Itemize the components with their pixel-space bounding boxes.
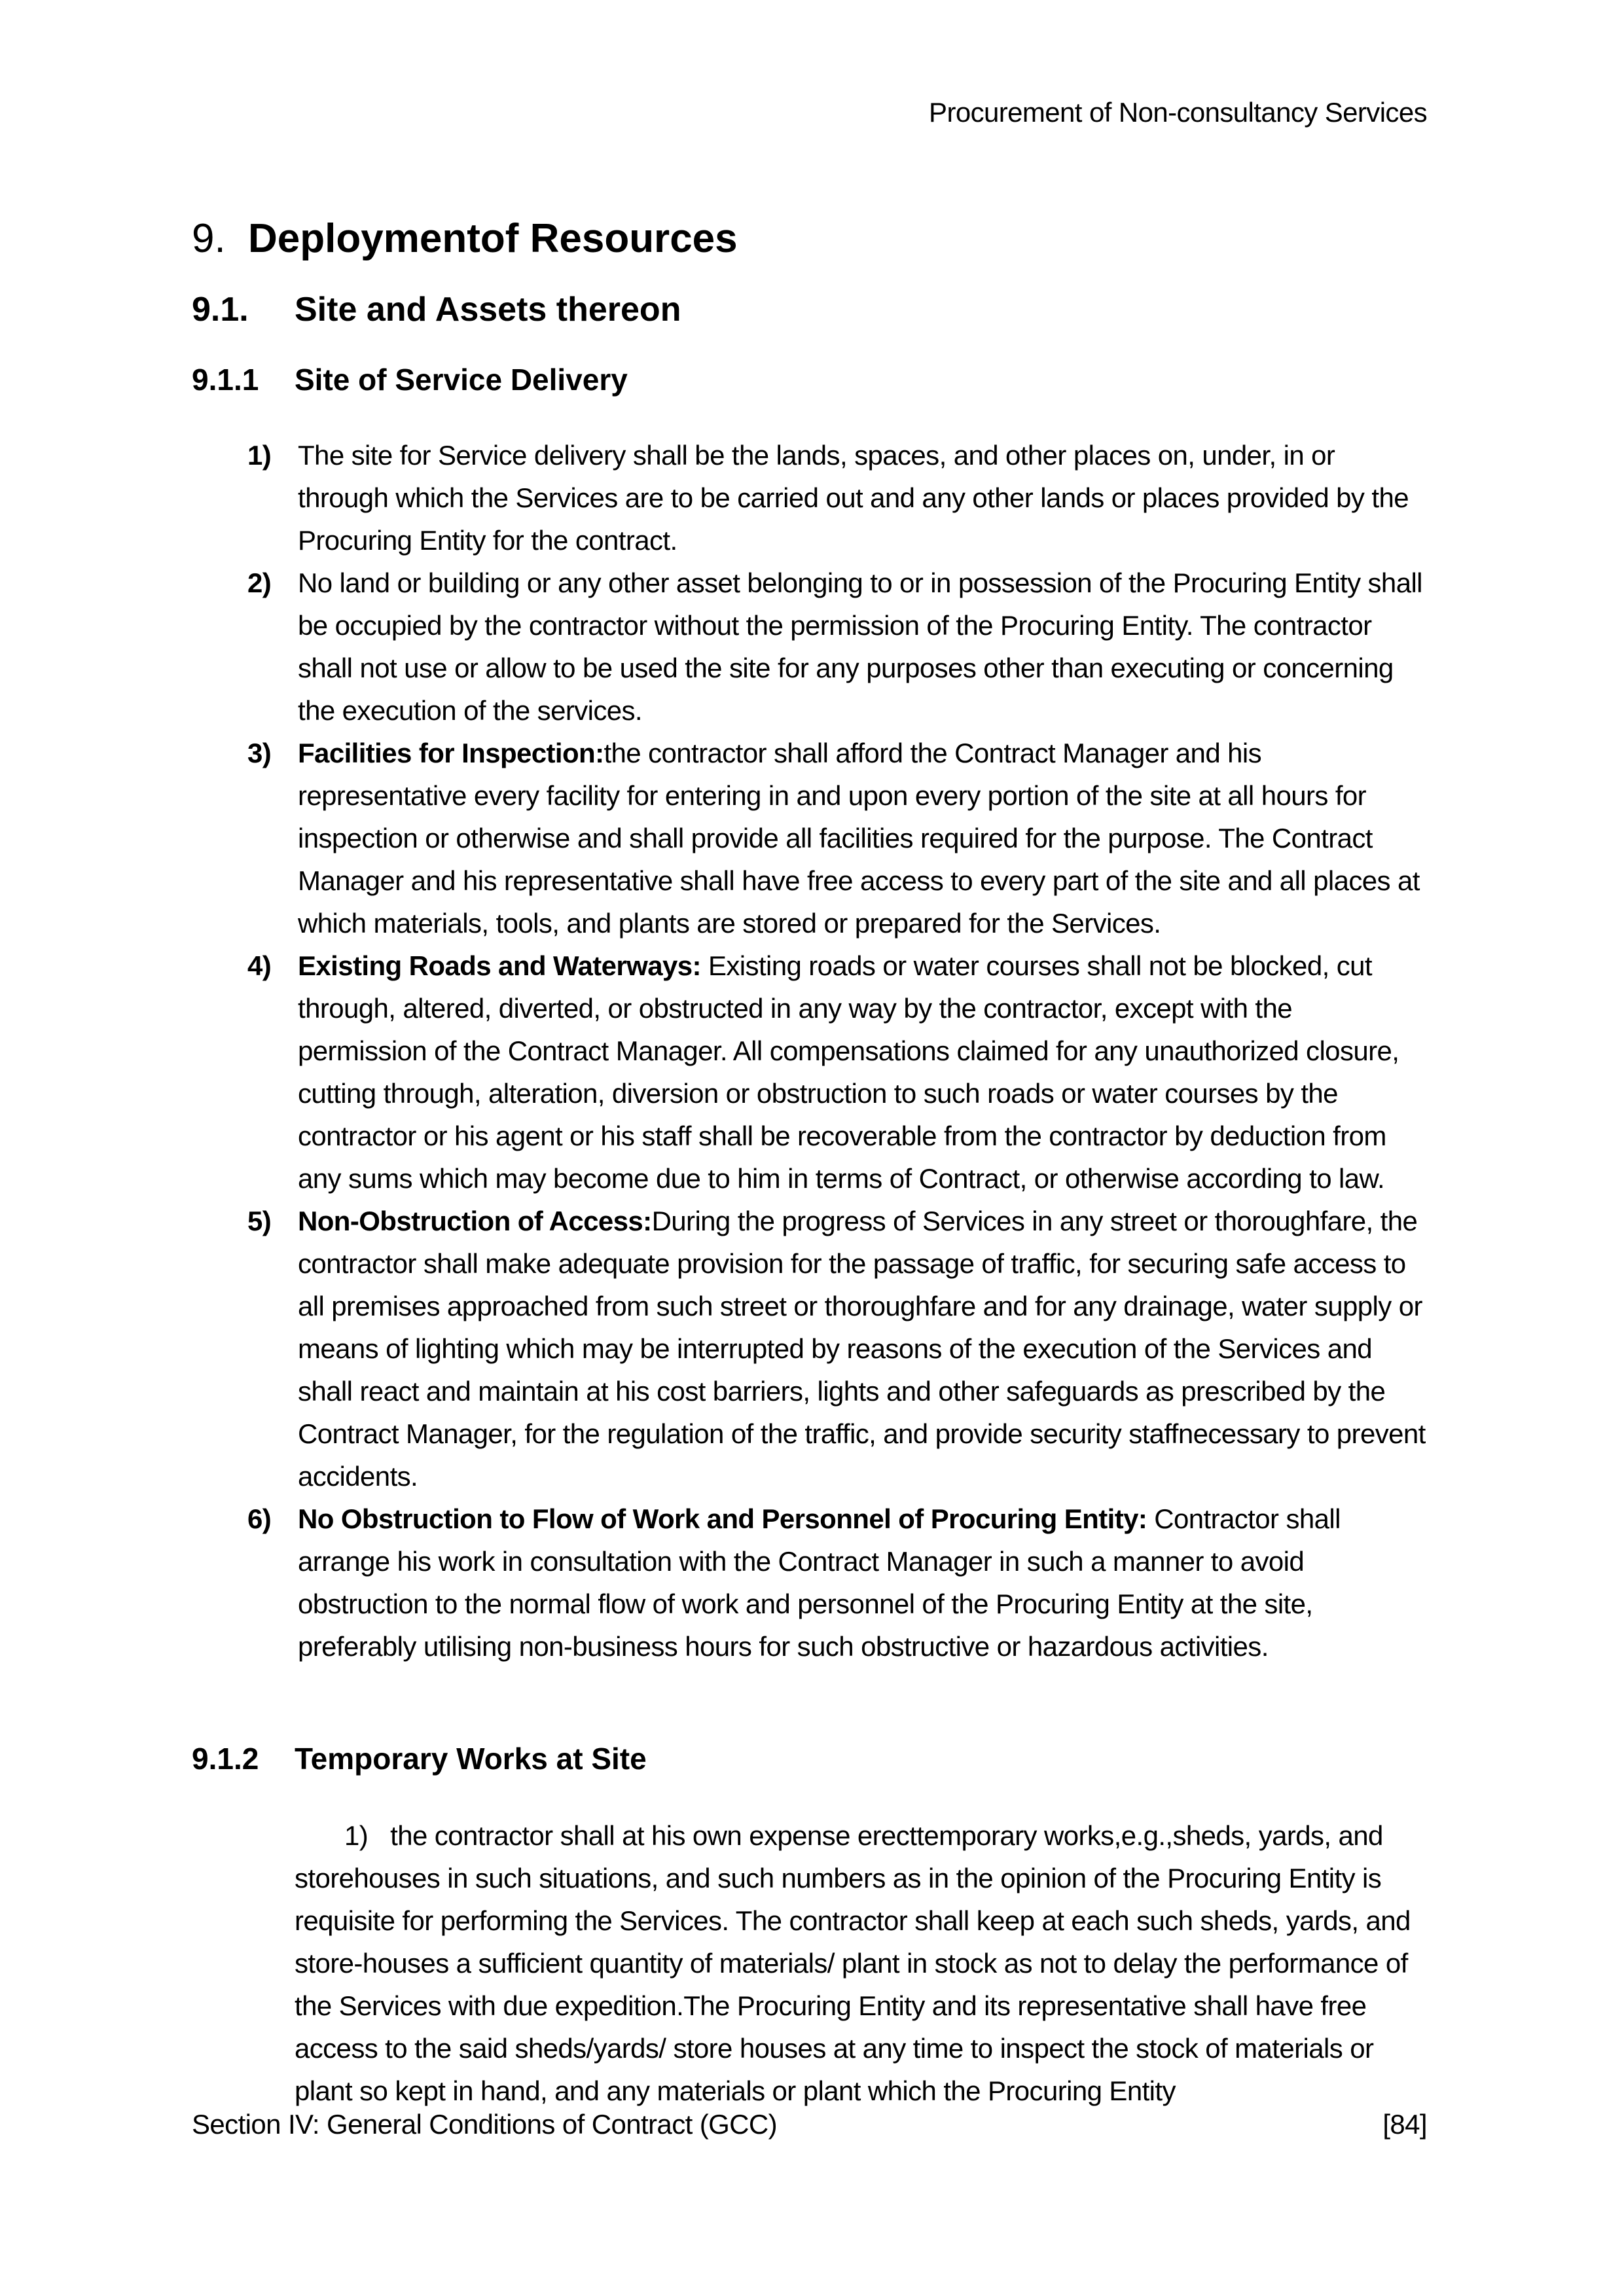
list-item-text xyxy=(298,1498,1427,1668)
section-title: Temporary Works at Site xyxy=(295,1742,647,1776)
list-item-text xyxy=(298,562,1427,732)
list-item-number: 4) xyxy=(247,950,272,981)
list-item-text xyxy=(298,434,1427,562)
list-item-number: 5) xyxy=(247,1206,272,1236)
section-title: Deploymentof Resources xyxy=(248,216,738,261)
list-item-number: 6) xyxy=(247,1503,272,1534)
section-number: 9. xyxy=(192,216,226,261)
list-item-number: 1) xyxy=(247,440,272,471)
list-item-bold-lead: Facilities for Inspection: xyxy=(298,738,604,768)
list-item xyxy=(247,944,1427,1200)
page-footer xyxy=(192,2109,1427,2140)
section-heading-9-1-1 xyxy=(192,362,628,397)
section-heading-9-1 xyxy=(192,290,681,329)
list-item xyxy=(247,732,1427,944)
list-item xyxy=(247,1498,1427,1668)
section-number: 9.1. xyxy=(192,291,249,329)
list-item-bold-lead: Non-Obstruction of Access: xyxy=(298,1206,652,1236)
list-item xyxy=(247,562,1427,732)
list-item-text xyxy=(298,944,1427,1200)
list-item-bold-lead: Existing Roads and Waterways: xyxy=(298,950,701,981)
section-title: Site of Service Delivery xyxy=(295,363,628,397)
list-item-body-text: Existing roads or water courses shall not be blocked, cut through, altered, diverted, or obstructed in any way by the contractor, except with the permission of the Contract Manager. All compensations claimed for any unauthorized closure, cutting through, alteration, diversion or obstruction to such roads or water courses by the contractor or his agent or his staff shall be recoverable from the contractor by deduction from any sums which may become due to him in terms of Contract, or otherwise according to law. xyxy=(298,950,1399,1194)
paragraph-9-1-2 xyxy=(295,1814,1427,2112)
section-heading-9-1-2 xyxy=(192,1741,647,1776)
section-number: 9.1.2 xyxy=(192,1742,259,1776)
list-item-body-text: The site for Service delivery shall be the lands, spaces, and other places on, under, in or through which the Services are to be carried out and any other lands or places provided by the Procuring Entity for the contract. xyxy=(298,440,1409,556)
list-item-body-text: No land or building or any other asset belonging to or in possession of the Procuring Entity shall be occupied by the contractor without the permission of the Procuring Entity. The contractor shall not use or allow to be used the site for any purposes other than executing or concerning the execution of the services. xyxy=(298,567,1422,726)
list-item xyxy=(247,434,1427,562)
paragraph-number: 1) xyxy=(344,1820,369,1851)
footer-section-label: Section IV: General Conditions of Contract (GCC) xyxy=(192,2109,778,2140)
list-item xyxy=(247,1200,1427,1498)
list-item-body-text: During the progress of Services in any street or thoroughfare, the contractor shall make adequate provision for the passage of traffic, for securing safe access to all premises approached from such street or thoroughfare and for any drainage, water supply or means of lighting which may be interrupted by reasons of the execution of the Services and shall react and maintain at his cost barriers, lights and other safeguards as prescribed by the Contract Manager, for the regulation of the traffic, and provide security staffnecessary to prevent accidents. xyxy=(298,1206,1426,1492)
numbered-list-9-1-1 xyxy=(247,434,1427,1668)
list-item-number: 3) xyxy=(247,738,272,768)
section-number: 9.1.1 xyxy=(192,363,259,397)
paragraph-text: the contractor shall at his own expense erecttemporary works,e.g.,sheds, yards, and storehouses in such situations, and such numbers as in the opinion of the Procuring Entity is requisite for performing the Services. The contractor shall keep at each such sheds, yards, and store-houses a sufficient quantity of materials/ plant in stock as not to delay the performance of the Services with due expedition.The Procuring Entity and its representative shall have free access to the said sheds/yards/ store houses at any time to inspect the stock of materials or plant so kept in hand, and any materials or plant which the Procuring Entity xyxy=(295,1820,1411,2106)
footer-page-number: [84] xyxy=(1382,2109,1427,2140)
list-item-number: 2) xyxy=(247,567,272,598)
section-title: Site and Assets thereon xyxy=(295,291,681,329)
page-header: Procurement of Non-consultancy Services xyxy=(929,97,1427,128)
list-item-body-text: Contractor shall arrange his work in consultation with the Contract Manager in such a manner to avoid obstruction to the normal flow of work and personnel of the Procuring Entity at the site, preferably utilising non-business hours for such obstructive or hazardous activities. xyxy=(298,1503,1341,1662)
list-item-bold-lead: No Obstruction to Flow of Work and Personnel of Procuring Entity: xyxy=(298,1503,1147,1534)
list-item-body-text: the contractor shall afford the Contract Manager and his representative every facility for entering in and upon every portion of the site at all hours for inspection or otherwise and shall provide all facilities required for the purpose. The Contract Manager and his representative shall have free access to every part of the site and all places at which materials, tools, and plants are stored or prepared for the Services. xyxy=(298,738,1420,939)
section-heading-9 xyxy=(192,216,738,262)
list-item-text xyxy=(298,732,1427,944)
list-item-text xyxy=(298,1200,1427,1498)
